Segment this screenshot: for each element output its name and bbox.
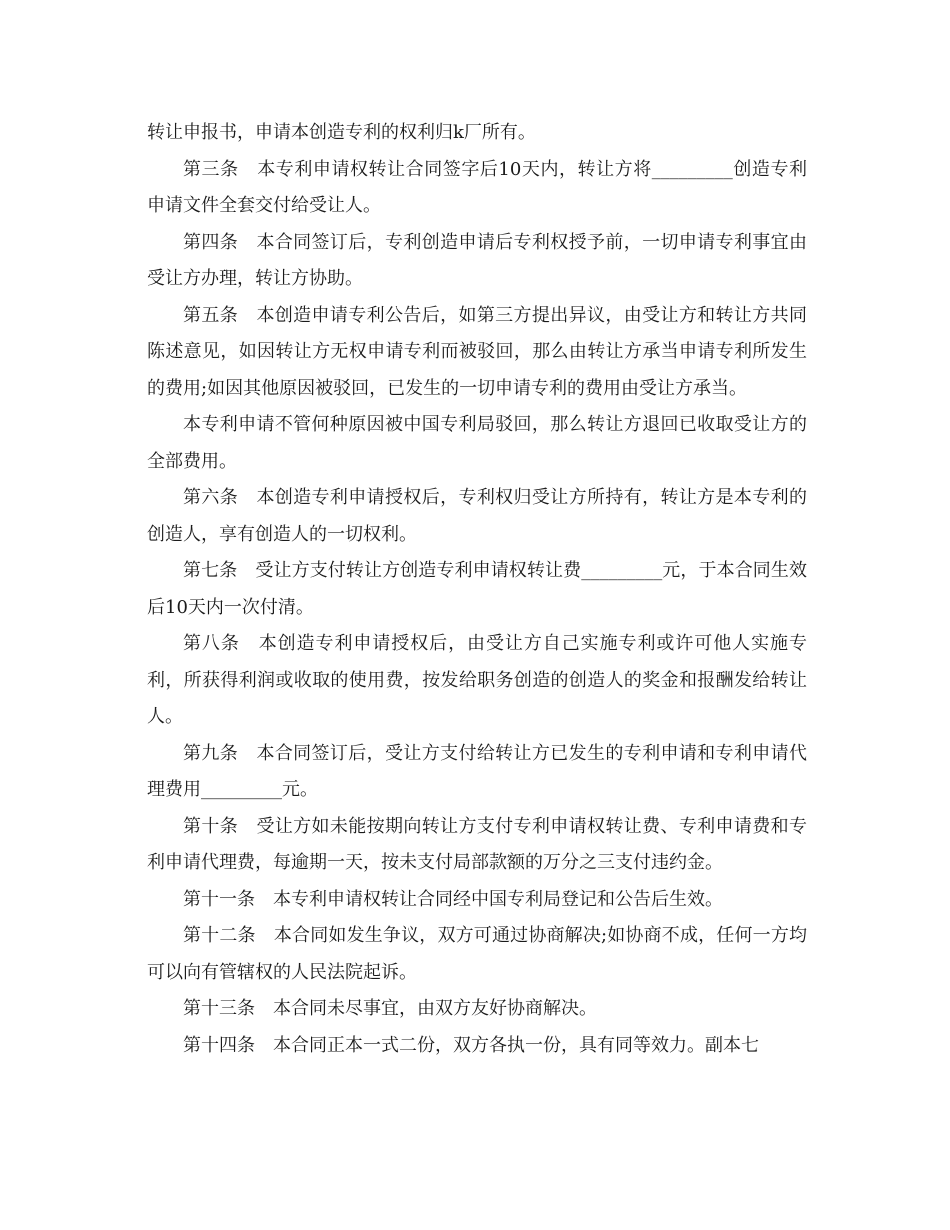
- paragraph-article-3: 第三条 本专利申请权转让合同签字后10天内，转让方将_________创造专利申请文件全套交付给受让人。: [147, 158, 807, 216]
- paragraph-article-11: 第十一条 本专利申请权转让合同经中国专利局登记和公告后生效。: [183, 888, 723, 910]
- paragraph-article-7: 第七条 受让方支付转让方创造专利申请权转让费_________元，于本合同生效后10天内一次付清。: [147, 560, 807, 618]
- paragraph-article-12: 第十二条 本合同如发生争议，双方可通过协商解决;如协商不成，任何一方均可以向有管辖权的人民法院起诉。: [147, 925, 807, 983]
- document-body: [147, 115, 807, 1064]
- paragraph-refund-clause: 本专利申请不管何种原因被中国专利局驳回，那么转让方退回已收取受让方的全部费用。: [147, 414, 807, 472]
- paragraph-article-8: 第八条 本创造专利申请授权后，由受让方自己实施专利或许可他人实施专利，所获得利润或收取的使用费，按发给职务创造的创造人的奖金和报酬发给转让人。: [147, 633, 807, 727]
- paragraph-article-13: 第十三条 本合同未尽事宜，由双方友好协商解决。: [183, 998, 597, 1019]
- paragraph-article-9: 第九条 本合同签订后，受让方支付给转让方已发生的专利申请和专利申请代理费用_________元。: [147, 742, 807, 800]
- paragraph-article-5: 第五条 本创造申请专利公告后，如第三方提出异议，由受让方和转让方共同陈述意见，如因转让方无权申请专利而被驳回，那么由转让方承当申请专利所发生的费用;如因其他原因被驳回，已发生的一切申请专利的费用由受让方承当。: [147, 304, 807, 399]
- paragraph-article-10: 第十条 受让方如未能按期向转让方支付专利申请权转让费、专利申请费和专利申请代理费，每逾期一天，按未支付局部款额的万分之三支付违约金。: [147, 815, 807, 873]
- paragraph-article-6: 第六条 本创造专利申请授权后，专利权归受让方所持有，转让方是本专利的创造人，享有创造人的一切权利。: [147, 487, 807, 545]
- paragraph-article-4: 第四条 本合同签订后，专利创造申请后专利权授予前，一切申请专利事宜由受让方办理，转让方协助。: [147, 231, 807, 289]
- paragraph-continuation: 转让申报书，申请本创造专利的权利归k厂所有。: [147, 122, 536, 143]
- paragraph-article-14: 第十四条 本合同正本一式二份，双方各执一份，具有同等效力。副本七: [183, 1034, 759, 1056]
